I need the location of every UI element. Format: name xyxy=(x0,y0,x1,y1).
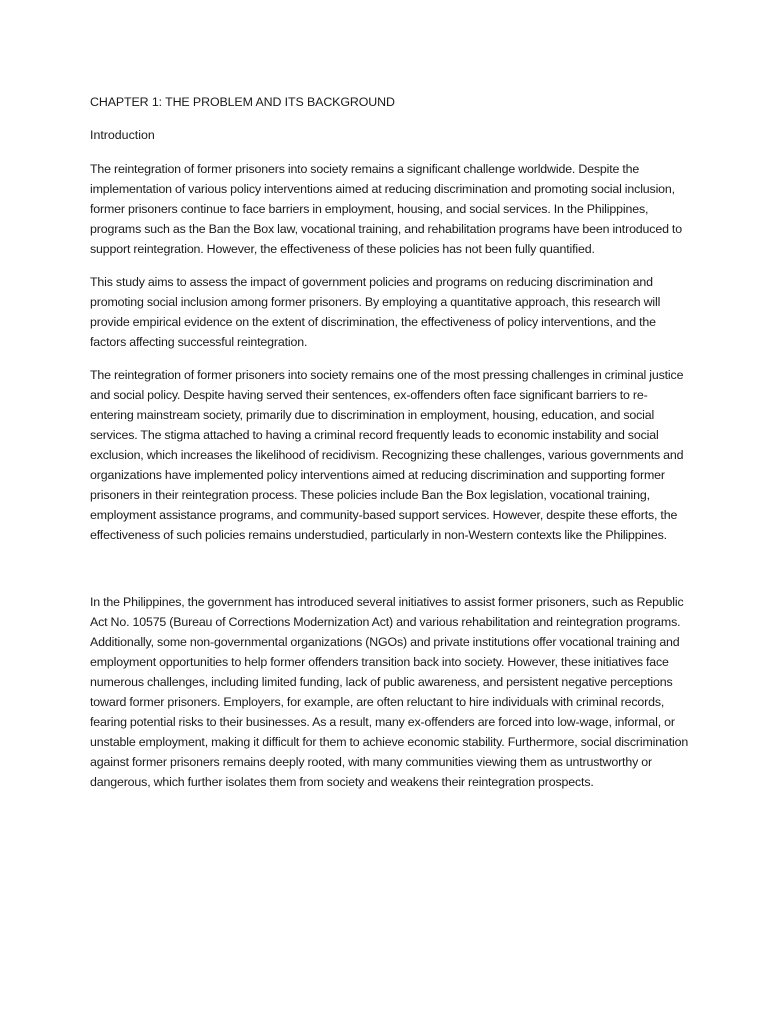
section-heading-introduction: Introduction xyxy=(90,128,155,142)
paragraph-3: The reintegration of former prisoners into society remains one of the most pressing challenges in criminal justice and social policy. Despite having served their sentences, ex-offenders often face significant barriers to re-entering mainstream society, primarily due to discrimination in employment, housing, education, and social services. The stigma attached to having a criminal record frequently leads to economic instability and social exclusion, which increases the likelihood of recidivism. Recognizing these challenges, various governments and organizations have implemented policy interventions aimed at reducing discrimination and supporting former prisoners in their reintegration process. These policies include Ban the Box legislation, vocational training, employment assistance programs, and community-based support services. However, despite these efforts, the effectiveness of such policies remains understudied, particularly in non-Western contexts like the Philippines. xyxy=(90,368,684,542)
chapter-title: CHAPTER 1: THE PROBLEM AND ITS BACKGROUND xyxy=(90,95,395,109)
paragraph-4: In the Philippines, the government has introduced several initiatives to assist former prisoners, such as Republic Act No. 10575 (Bureau of Corrections Modernization Act) and various rehabilitation and reintegration programs. Additionally, some non-governmental organizations (NGOs) and private institutions offer vocational training and employment opportunities to help former offenders transition back into society. However, these initiatives face numerous challenges, including limited funding, lack of public awareness, and persistent negative perceptions toward former prisoners. Employers, for example, are often reluctant to hire individuals with criminal records, fearing potential risks to their businesses. As a result, many ex-offenders are forced into low-wage, informal, or unstable employment, making it difficult for them to achieve economic stability. Furthermore, social discrimination against former prisoners remains deeply rooted, with many communities viewing them as untrustworthy or dangerous, which further isolates them from society and weakens their reintegration prospects. xyxy=(90,595,689,789)
paragraph-1: The reintegration of former prisoners into society remains a significant challenge worldwide. Despite the implementation of various policy interventions aimed at reducing discrimination and promoting social inclusion, former prisoners continue to face barriers in employment, housing, and social services. In the Philippines, programs such as the Ban the Box law, vocational training, and rehabilitation programs have been introduced to support reintegration. However, the effectiveness of these policies has not been fully quantified. xyxy=(90,162,682,256)
paragraph-2: This study aims to assess the impact of government policies and programs on reducing discrimination and promoting social inclusion among former prisoners. By employing a quantitative approach, this research will provide empirical evidence on the extent of discrimination, the effectiveness of policy interventions, and the factors affecting successful reintegration. xyxy=(90,275,661,349)
document-body xyxy=(90,93,690,805)
